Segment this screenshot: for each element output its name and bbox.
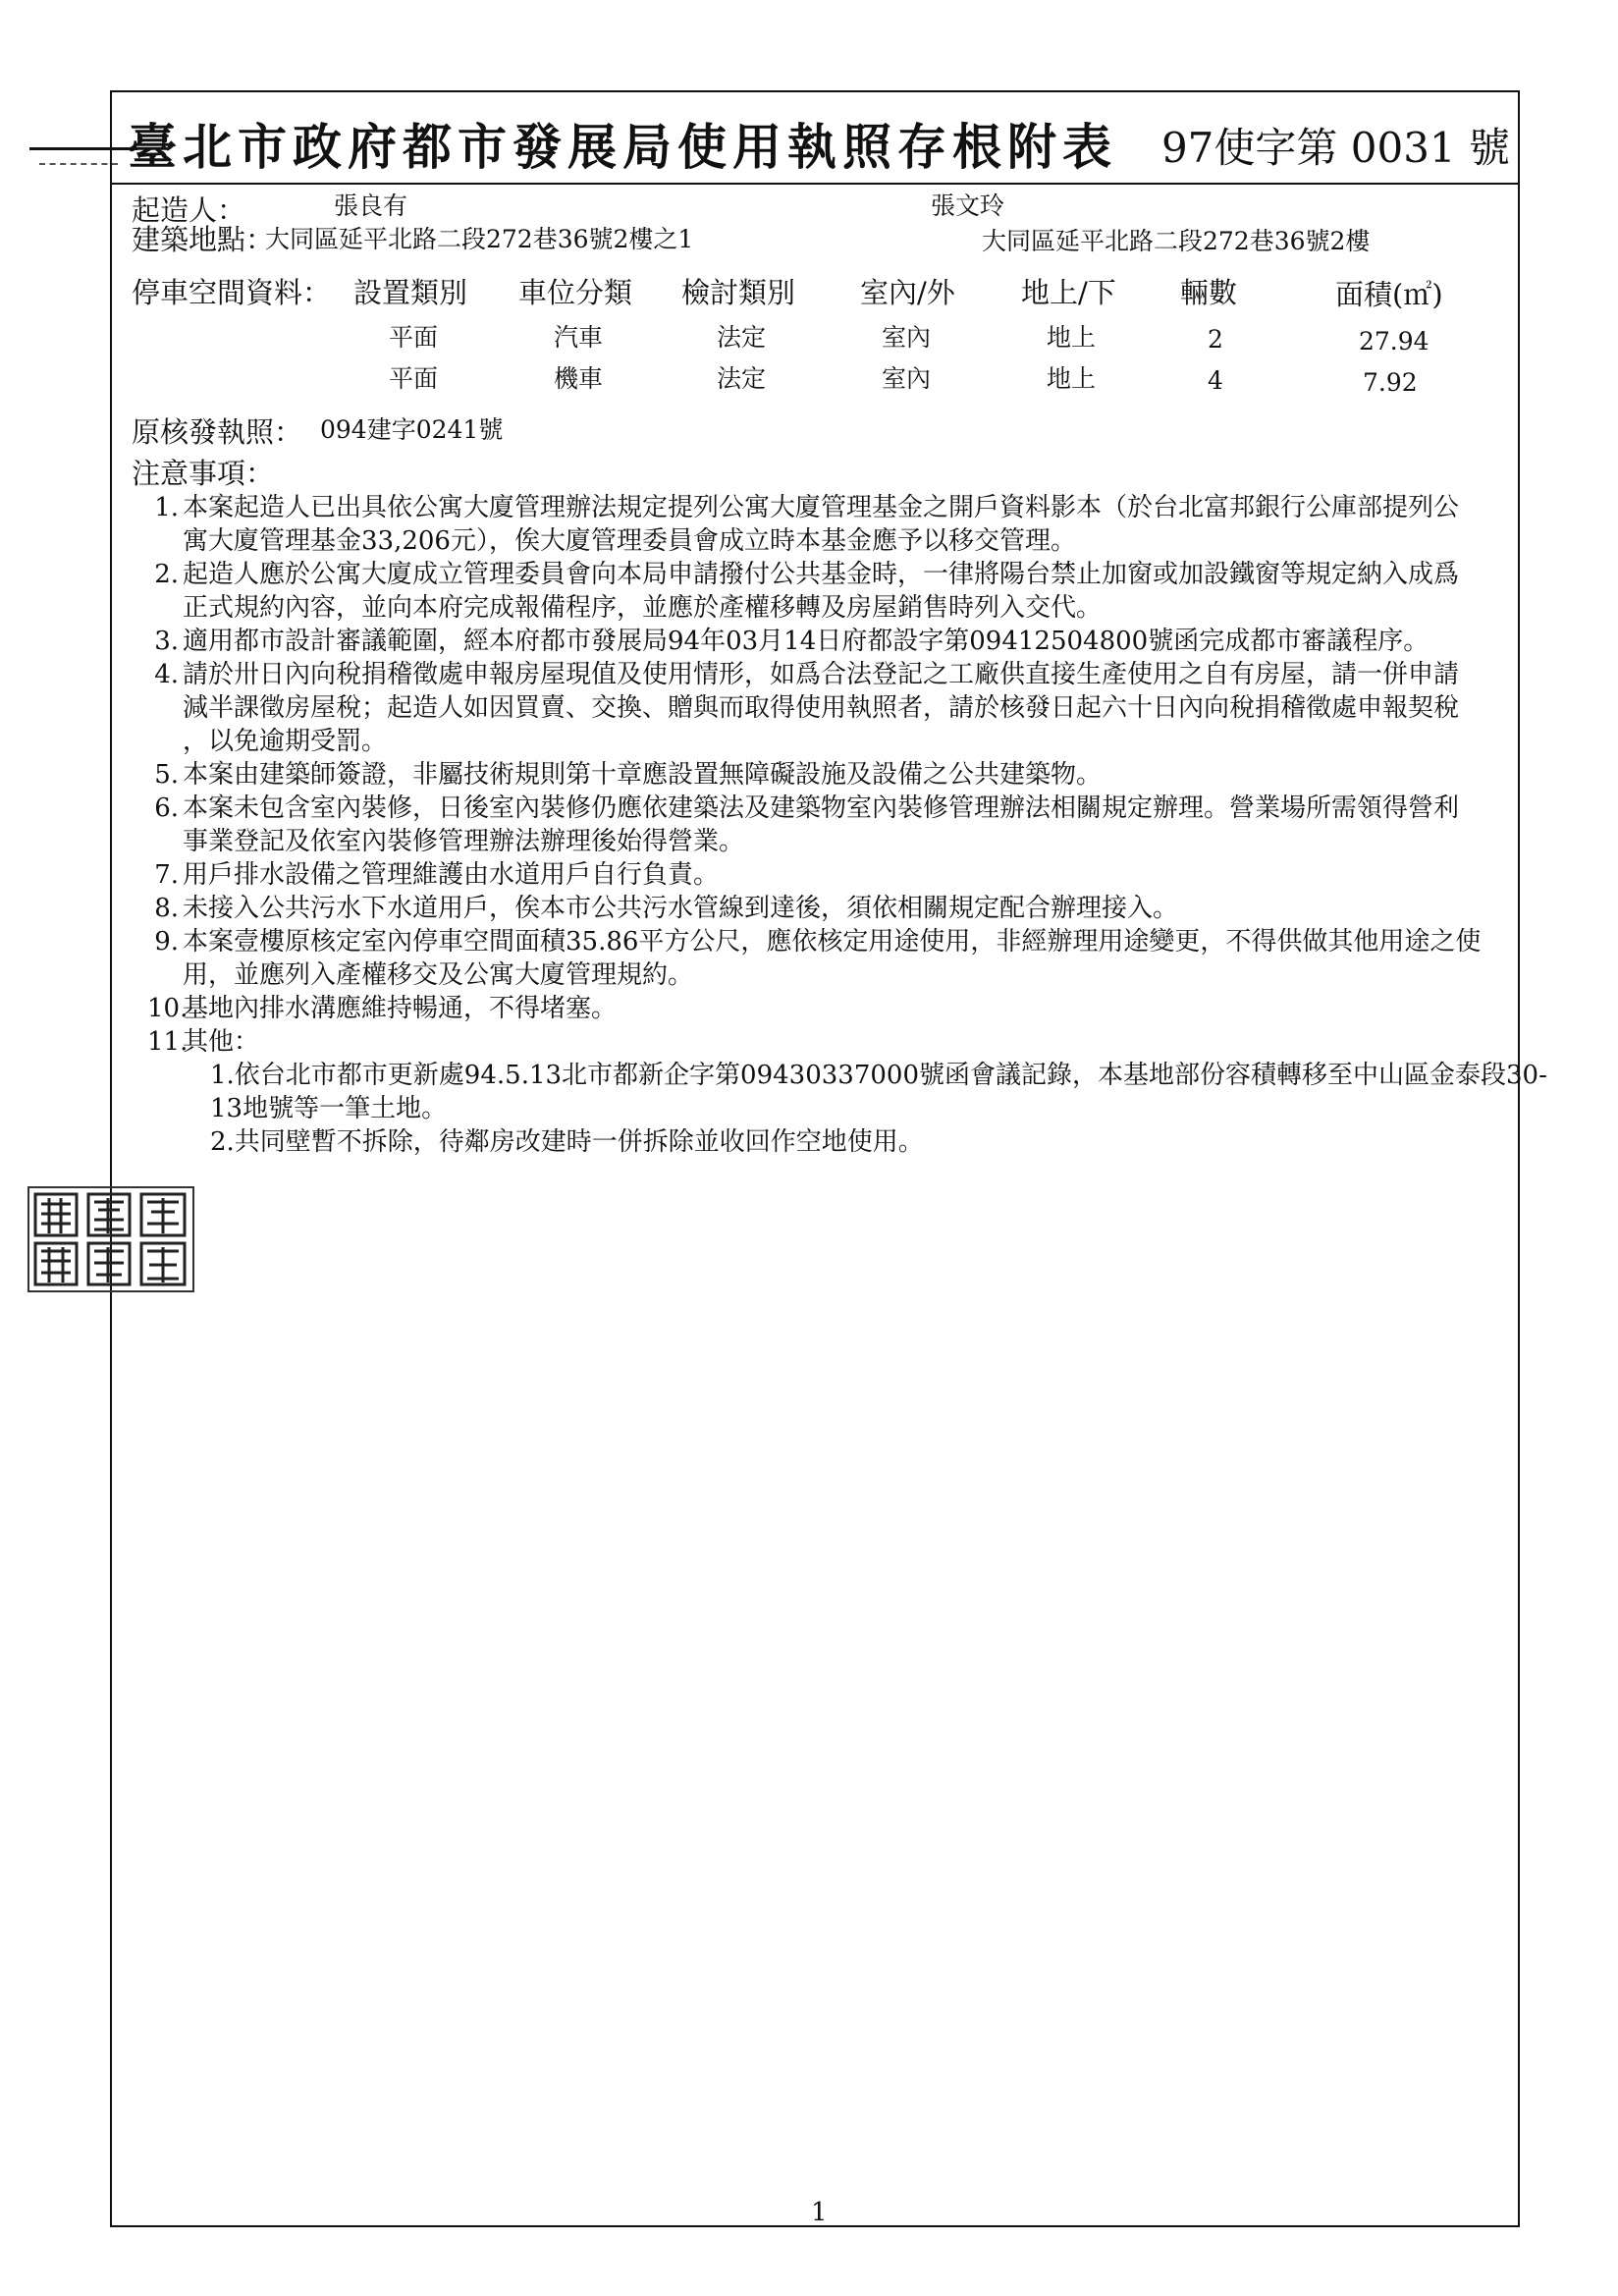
list-item <box>147 925 1541 992</box>
parking-label: 停車空間資料： <box>132 276 332 309</box>
other-item-line: 13地號等一筆土地。 <box>210 1094 448 1123</box>
notes-heading: 注意事項： <box>132 457 275 490</box>
note-line: 基地內排水溝應維持暢通，不得堵塞。 <box>183 994 618 1023</box>
page-number: 1 <box>811 2198 828 2227</box>
applicant-name-1: 張良有 <box>334 191 408 220</box>
list-item <box>147 658 1541 758</box>
site-address-2: 大同區延平北路二段272巷36號2樓 <box>982 227 1371 255</box>
document-frame <box>110 90 1520 2227</box>
list-item <box>147 625 1541 658</box>
note-number: 7. <box>154 860 179 890</box>
note-line: 本案未包含室內裝修，日後室內裝修仍應依建築法及建築物室內裝修管理辦法相關規定辦理。營業場所需領得營利 <box>183 793 1460 823</box>
list-item <box>147 758 1541 792</box>
table-cell: 機車 <box>554 364 604 393</box>
original-permit-value: 094建字0241號 <box>320 415 504 444</box>
note-line: 其他： <box>183 1027 260 1057</box>
note-number: 3. <box>154 627 179 656</box>
note-number: 8. <box>154 894 179 923</box>
table-cell: 室內 <box>882 323 932 352</box>
original-permit-label: 原核發執照： <box>132 415 303 449</box>
site-address-1: 大同區延平北路二段272巷36號2樓之1 <box>265 225 694 253</box>
note-line: 本案由建築師簽證，非屬技術規則第十章應設置無障礙設施及設備之公共建築物。 <box>183 760 1103 790</box>
note-line: 適用都市設計審議範圍，經本府都市發展局94年03月14日府都設字第09412504800號函完成都市審議程序。 <box>183 627 1429 656</box>
note-number: 2. <box>154 560 179 589</box>
table-cell: 法定 <box>717 364 767 393</box>
table-cell: 2 <box>1208 325 1223 354</box>
parking-header-review-type: 檢討類別 <box>681 276 796 309</box>
note-line: 未接入公共污水下水道用戶，俟本市公共污水管線到達後，須依相關規定配合辦理接入。 <box>183 894 1179 923</box>
parking-header-space-type: 車位分類 <box>518 276 633 309</box>
note-line: 用，並應列入產權移交及公寓大廈管理規約。 <box>183 960 694 990</box>
notes-list <box>147 491 1547 1159</box>
other-item-line: 1.依台北市都市更新處94.5.13北市都新企字第09430337000號函會議記錄，本基地部份容積轉移至中山區金泰段30- <box>210 1061 1547 1090</box>
note-line: ，以免逾期受罰。 <box>183 727 388 756</box>
list-item <box>147 1025 1547 1159</box>
note-line: 本案壹樓原核定室內停車空間面積35.86平方公尺，應依核定用途使用，非經辦理用途變更，不得供做其他用途之使 <box>183 927 1482 957</box>
official-seal-stamp-icon <box>27 1186 194 1292</box>
list-item <box>147 792 1541 858</box>
parking-header-category: 設置類別 <box>353 276 468 309</box>
applicant-label: 起造人： <box>132 193 246 227</box>
document-number: 97使字第 0031 號 <box>1160 124 1510 172</box>
note-line: 起造人應於公寓大廈成立管理委員會向本局申請撥付公共基金時，一律將陽台禁止加窗或加設鐵窗等規定納入成爲 <box>183 560 1460 589</box>
note-number: 10. <box>147 994 189 1023</box>
note-line: 正式規約內容，並向本府完成報備程序，並應於產權移轉及房屋銷售時列入交代。 <box>183 593 1103 623</box>
parking-header-indoor-outdoor: 室內/外 <box>860 276 955 309</box>
note-line: 用戶排水設備之管理維護由水道用戶自行負責。 <box>183 860 720 890</box>
list-item <box>147 892 1541 925</box>
table-cell: 法定 <box>717 323 767 352</box>
site-label: 建築地點： <box>132 223 275 256</box>
table-cell: 地上 <box>1047 364 1097 393</box>
other-item-line: 2.共同壁暫不拆除，待鄰房改建時一併拆除並收回作空地使用。 <box>210 1127 924 1157</box>
note-number: 11. <box>147 1027 189 1057</box>
parking-header-count: 輛數 <box>1180 276 1238 309</box>
note-number: 4. <box>154 660 179 689</box>
note-line: 事業登記及依室內裝修管理辦法辦理後始得營業。 <box>183 827 745 856</box>
document-title: 臺北市政府都市發展局使用執照存根附表 <box>128 118 1117 176</box>
table-cell: 7.92 <box>1363 368 1418 397</box>
note-number: 5. <box>154 760 179 790</box>
table-cell: 汽車 <box>554 323 604 352</box>
note-line: 請於卅日內向稅捐稽徵處申報房屋現值及使用情形，如爲合法登記之工廠供直接生產使用之自有房屋，請一併申請 <box>183 660 1460 689</box>
note-number: 6. <box>154 793 179 823</box>
table-cell: 地上 <box>1047 323 1097 352</box>
note-number: 1. <box>154 493 179 522</box>
table-cell: 室內 <box>882 364 932 393</box>
note-line: 寓大廈管理基金33,206元），俟大廈管理委員會成立時本基金應予以移交管理。 <box>183 526 1076 556</box>
applicant-name-2: 張文玲 <box>931 191 1005 220</box>
parking-header-level: 地上/下 <box>1021 276 1116 309</box>
list-item <box>147 992 1541 1025</box>
margin-dots <box>39 163 118 165</box>
list-item <box>147 858 1541 892</box>
parking-header-area: 面積(㎡) <box>1335 278 1443 311</box>
note-number: 9. <box>154 927 179 957</box>
note-line: 減半課徵房屋稅；起造人如因買賣、交換、贈與而取得使用執照者，請於核發日起六十日內向稅捐稽徵處申報契稅 <box>183 693 1460 723</box>
list-item <box>147 558 1541 625</box>
list-item <box>147 491 1541 558</box>
table-cell: 平面 <box>389 323 439 352</box>
title-row <box>110 90 1520 185</box>
table-cell: 平面 <box>389 364 439 393</box>
note-line: 本案起造人已出具依公寓大廈管理辦法規定提列公寓大廈管理基金之開戶資料影本（於台北富邦銀行公庫部提列公 <box>183 493 1460 522</box>
table-cell: 27.94 <box>1359 327 1429 355</box>
table-cell: 4 <box>1208 366 1223 395</box>
